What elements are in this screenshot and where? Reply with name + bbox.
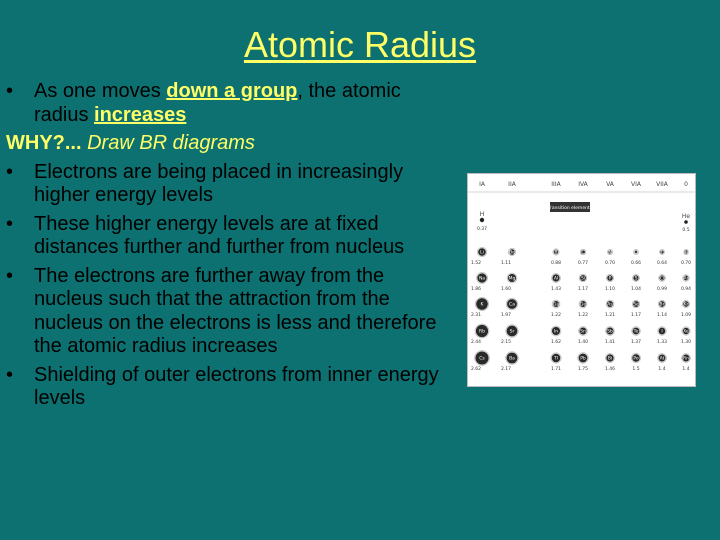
radius-Te: 1.37 bbox=[630, 340, 642, 345]
radius-Pb: 1.75 bbox=[577, 367, 589, 372]
radius-Ca: 1.97 bbox=[500, 313, 512, 318]
symbol-Xe: Xe bbox=[683, 329, 689, 335]
group-header-VA: VA bbox=[606, 181, 614, 188]
radius-Bi: 1.46 bbox=[604, 367, 616, 372]
radius-K: 2.31 bbox=[470, 313, 482, 318]
symbol-K: K bbox=[480, 302, 484, 308]
radius-Ba: 2.17 bbox=[500, 367, 512, 372]
symbol-C: C bbox=[581, 250, 585, 256]
symbol-Cs: Cs bbox=[479, 356, 485, 362]
radius-Ne: 0.70 bbox=[680, 261, 692, 266]
periodic-table-svg bbox=[468, 174, 695, 386]
radius-Rn: 1.4 bbox=[682, 367, 690, 372]
slide-body bbox=[6, 80, 456, 416]
radius-Ge: 1.22 bbox=[577, 313, 589, 318]
symbol-Sr: Sr bbox=[509, 329, 515, 335]
symbol-H: H bbox=[479, 211, 485, 218]
radius-He: 0.5 bbox=[682, 228, 690, 233]
radius-Be: 1.11 bbox=[500, 261, 512, 266]
symbol-Al: Al bbox=[553, 276, 559, 282]
radius-C: 0.77 bbox=[577, 261, 589, 266]
radius-In: 1.62 bbox=[550, 340, 562, 345]
symbol-Ba: Ba bbox=[509, 356, 515, 362]
symbol-Li: Li bbox=[480, 250, 484, 256]
radius-S: 1.04 bbox=[630, 287, 642, 292]
group-header-VIA: VIA bbox=[631, 181, 641, 188]
radius-Tl: 1.71 bbox=[550, 367, 562, 372]
symbol-Sn: Sn bbox=[580, 329, 586, 335]
radius-F: 0.64 bbox=[656, 261, 668, 266]
radius-Rb: 2.44 bbox=[470, 340, 482, 345]
radius-Cl: 0.99 bbox=[656, 287, 668, 292]
emphasis-increases: increases bbox=[94, 103, 187, 126]
symbol-I: I bbox=[661, 329, 663, 335]
symbol-Ca: Ca bbox=[509, 302, 515, 308]
radius-Mg: 1.60 bbox=[500, 287, 512, 292]
bullet-fixed-distances: • These higher energy levels are at fixed distances further and further from nucleus bbox=[6, 213, 456, 260]
radius-Se: 1.17 bbox=[630, 313, 642, 318]
radius-Na: 1.86 bbox=[470, 287, 482, 292]
transition-label: Transition elements bbox=[547, 206, 593, 211]
symbol-O: O bbox=[634, 250, 638, 256]
bullet-shielding: • Shielding of outer electrons from inner energy levels bbox=[6, 364, 456, 411]
symbol-In: In bbox=[553, 329, 559, 335]
bullet-attraction: • The electrons are further away from the nucleus such that the attraction from the nucleus on the electrons is less and therefore the atomic radius increases bbox=[6, 265, 456, 359]
atom-He bbox=[684, 220, 688, 224]
radius-Br: 1.14 bbox=[656, 313, 668, 318]
symbol-Si: Si bbox=[580, 276, 586, 282]
radius-Cs: 2.62 bbox=[470, 367, 482, 372]
radius-N: 0.70 bbox=[604, 261, 616, 266]
group-header-0: 0 bbox=[684, 181, 688, 188]
radius-H: 0.37 bbox=[476, 227, 488, 232]
symbol-Rn: Rn bbox=[683, 356, 689, 362]
radius-B: 0.88 bbox=[550, 261, 562, 266]
symbol-P: P bbox=[608, 276, 612, 282]
symbol-Rb: Rb bbox=[479, 329, 485, 335]
symbol-Te: Te bbox=[633, 329, 639, 335]
symbol-Br: Br bbox=[659, 302, 665, 308]
radius-Kr: 1.09 bbox=[680, 313, 692, 318]
why-line: WHY?... Draw BR diagrams bbox=[6, 132, 255, 154]
symbol-As: As bbox=[607, 302, 613, 308]
radius-Al: 1.43 bbox=[550, 287, 562, 292]
radius-O: 0.66 bbox=[630, 261, 642, 266]
atom-H bbox=[480, 218, 484, 222]
symbol-Bi: Bi bbox=[607, 356, 613, 362]
radius-Sr: 2.15 bbox=[500, 340, 512, 345]
group-header-VIIA: VIIA bbox=[656, 181, 668, 188]
symbol-Mg: Mg bbox=[508, 276, 516, 282]
radius-Xe: 1.30 bbox=[680, 340, 692, 345]
radius-Sb: 1.41 bbox=[604, 340, 616, 345]
radius-Ga: 1.22 bbox=[550, 313, 562, 318]
radius-I: 1.33 bbox=[656, 340, 668, 345]
symbol-Pb: Pb bbox=[580, 356, 586, 362]
symbol-S: S bbox=[634, 276, 638, 282]
symbol-Ne: Ne bbox=[682, 250, 690, 256]
symbol-Sb: Sb bbox=[607, 329, 613, 335]
symbol-Ar: Ar bbox=[683, 276, 689, 282]
symbol-Kr: Kr bbox=[683, 302, 689, 308]
symbol-N: N bbox=[608, 250, 612, 256]
symbol-He: He bbox=[681, 213, 691, 220]
group-header-IVA: IVA bbox=[578, 181, 588, 188]
radius-Si: 1.17 bbox=[577, 287, 589, 292]
radius-Sn: 1.40 bbox=[577, 340, 589, 345]
symbol-Na: Na bbox=[478, 276, 486, 282]
symbol-B: B bbox=[554, 250, 558, 256]
radius-Ar: 0.94 bbox=[680, 287, 692, 292]
group-header-IIIA: IIIA bbox=[551, 181, 561, 188]
radius-Po: 1.5 bbox=[632, 367, 640, 372]
slide-title: Atomic Radius bbox=[243, 24, 477, 65]
radius-At: 1.4 bbox=[658, 367, 666, 372]
bullet-down-group: • As one moves down a group, the atomic radius increases bbox=[6, 80, 456, 127]
symbol-Ga: Ga bbox=[552, 302, 560, 308]
symbol-At: At bbox=[659, 356, 665, 362]
group-header-IA: IA bbox=[479, 181, 485, 188]
symbol-Be: Be bbox=[509, 250, 515, 256]
symbol-F: F bbox=[660, 250, 664, 256]
radius-P: 1.10 bbox=[604, 287, 616, 292]
symbol-Po: Po bbox=[633, 356, 639, 362]
group-header-IIA: IIA bbox=[508, 181, 516, 188]
symbol-Cl: Cl bbox=[659, 276, 665, 282]
radius-Li: 1.52 bbox=[470, 261, 482, 266]
symbol-Se: Se bbox=[633, 302, 639, 308]
symbol-Ge: Ge bbox=[579, 302, 587, 308]
bullet-energy-levels: • Electrons are being placed in increasingly higher energy levels bbox=[6, 161, 456, 208]
emphasis-down-a-group: down a group bbox=[166, 80, 298, 102]
periodic-table-radii-figure bbox=[467, 173, 696, 387]
symbol-Tl: Tl bbox=[554, 356, 558, 362]
radius-As: 1.21 bbox=[604, 313, 616, 318]
